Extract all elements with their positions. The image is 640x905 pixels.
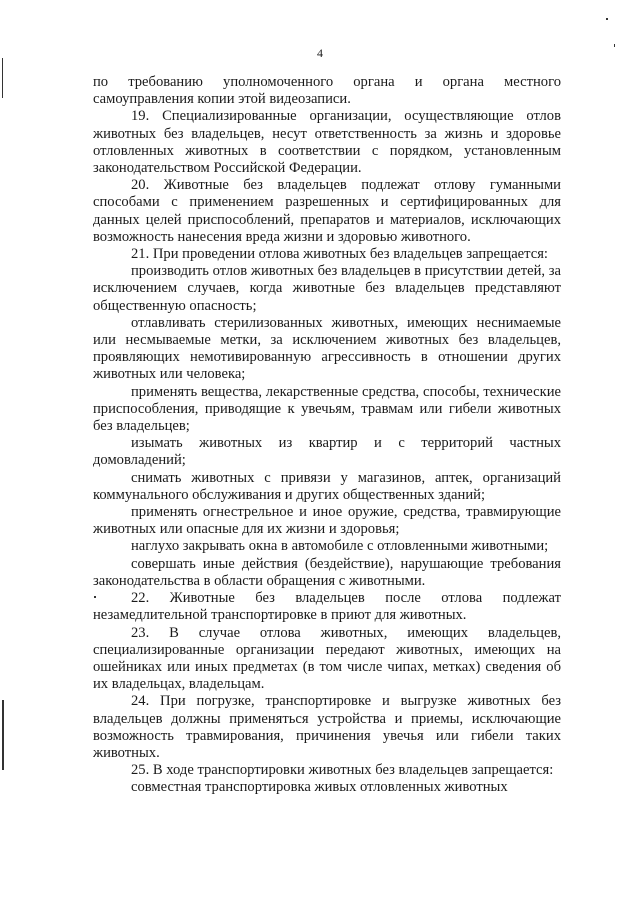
paragraph: совместная транспортировка живых отловленных животных bbox=[131, 779, 508, 796]
paragraph: 23. В случае отлова животных, имеющих владельцев, специализированные организации передают животных, имеющих на ошейниках или иных предметах (в том числе чипах, метках) сведения об их владельцах, владельцам. bbox=[93, 624, 561, 693]
paragraph: отлавливать стерилизованных животных, имеющих неснимаемые или несмываемые метки, за исключением животных без владельцев, проявляющих немотивированную агрессивность в отношении других животных или человека; bbox=[93, 314, 561, 383]
paragraph: наглухо закрывать окна в автомобиле с отловленными животными; bbox=[131, 538, 549, 555]
paragraph: изымать животных из квартир и с территорий частных домовладений; bbox=[93, 435, 561, 469]
paragraph: применять вещества, лекарственные средства, способы, технические приспособления, приводящие к увечьям, травмам или гибели животных без владельцев; bbox=[93, 383, 561, 435]
scan-speck bbox=[94, 596, 96, 598]
page-number: 4 bbox=[317, 46, 323, 60]
paragraph: 25. В ходе транспортировки животных без владельцев запрещается: bbox=[131, 762, 554, 779]
scan-speck bbox=[614, 44, 615, 47]
paragraph: производить отлов животных без владельцев в присутствии детей, за исключением случаев, когда животные без владельцев представляют общественную опасность; bbox=[93, 263, 561, 314]
paragraph: по требованию уполномоченного органа и органа местного самоуправления копии этой видеозаписи. bbox=[93, 74, 561, 108]
paragraph: 19. Специализированные организации, осуществляющие отлов животных без владельцев, несут ответственность за жизнь и здоровье отловленных животных в соответствии с порядком, установленным законодательством Российской Федерации. bbox=[93, 108, 561, 177]
scan-edge-mark bbox=[2, 700, 4, 770]
scan-edge-mark bbox=[2, 58, 3, 98]
paragraph: применять огнестрельное и иное оружие, средства, травмирующие животных или опасные для их жизни и здоровья; bbox=[93, 504, 561, 538]
document-body bbox=[93, 74, 561, 797]
paragraph: совершать иные действия (бездействие), нарушающие требования законодательства в области обращения с животными. bbox=[93, 555, 561, 589]
paragraph: 20. Животные без владельцев подлежат отлову гуманными способами с применением разрешенных и сертифицированных для данных целей приспособлений, препаратов и материалов, исключающих возможность нанесения вреда жизни и здоровью животного. bbox=[93, 177, 561, 245]
scan-speck bbox=[606, 18, 608, 20]
paragraph: 22. Животные без владельцев после отлова подлежат незамедлительной транспортировке в приют для животных. bbox=[93, 590, 561, 624]
paragraph: 21. При проведении отлова животных без владельцев запрещается: bbox=[131, 246, 548, 263]
paragraph: снимать животных с привязи у магазинов, аптек, организаций коммунального обслуживания и других общественных зданий; bbox=[93, 469, 561, 503]
paragraph: 24. При погрузке, транспортировке и выгрузке животных без владельцев должны применяться устройства и приемы, исключающие возможность травмирования, причинения увечья или гибели таких животных. bbox=[93, 693, 561, 761]
